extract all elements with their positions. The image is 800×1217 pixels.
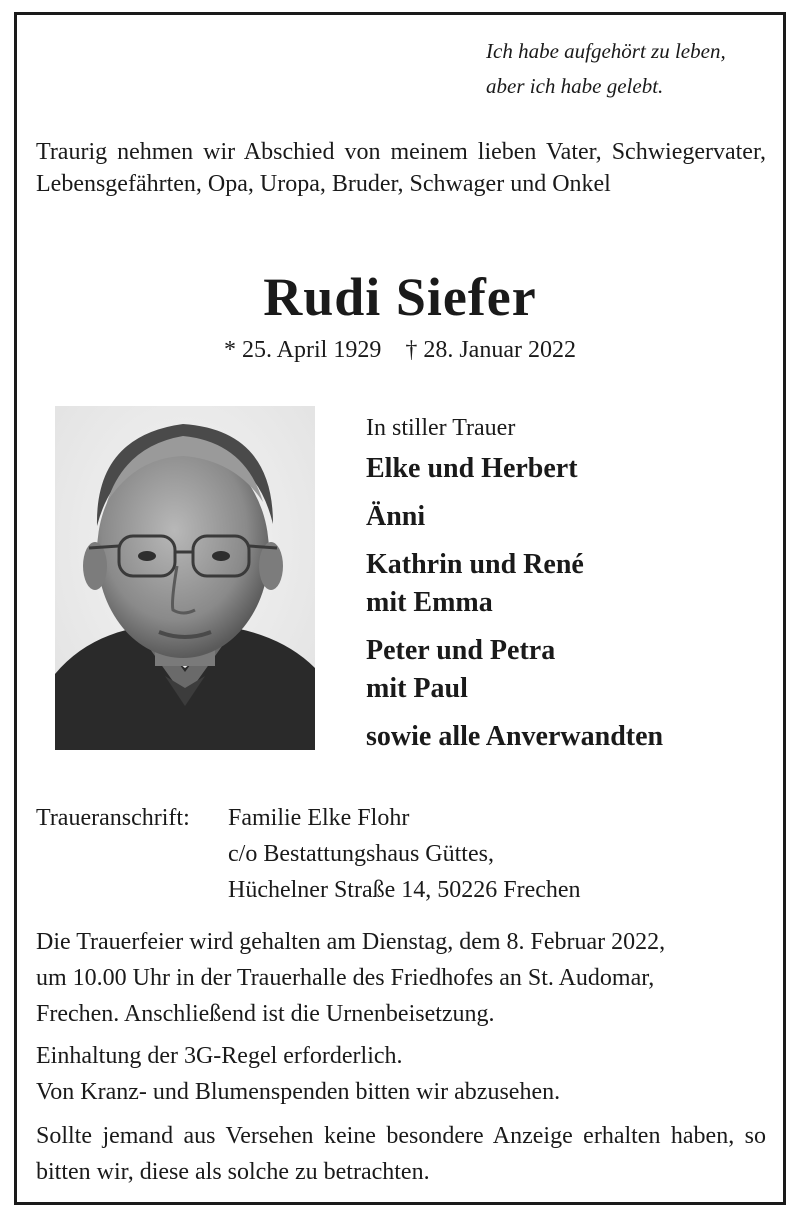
address-lines [228,800,581,908]
deceased-name: Rudi Siefer [263,267,537,327]
notes-line-2: Von Kranz- und Blumenspenden bitten wir abzusehen. [36,1079,561,1105]
address-line-1: Familie Elke Flohr [228,805,410,831]
mourner-entry: sowie alle Anverwandten [366,721,664,752]
ceremony-line-2: um 10.00 Uhr in der Trauerhalle des Friedhofes an St. Audomar, [36,965,655,991]
mourner-entry: Peter und Petra [366,635,556,666]
ceremony-info [36,924,766,1032]
motto-line-2: aber ich habe gelebt. [486,74,664,98]
address-line-2: c/o Bestattungshaus Güttes, [228,841,494,867]
birth-date: * 25. April 1929 [224,337,382,363]
intro-text: Traurig nehmen wir Abschied von meinem lieben Vater, Schwiegervater, Lebensgefährten, Opa, Uropa, Bruder, Schwager und Onkel [36,139,766,197]
life-dates [0,337,800,364]
notes [36,1038,766,1110]
ceremony-line-3: Frechen. Anschließend ist die Urnenbeisetzung. [36,1001,495,1027]
mourner-entry: Änni [366,501,426,532]
closing-text: Sollte jemand aus Versehen keine besondere Anzeige erhalten haben, so bitten wir, diese als solche zu betrachten. [36,1123,766,1185]
notes-line-1: Einhaltung der 3G-Regel erforderlich. [36,1043,403,1069]
mourners-intro: In stiller Trauer [366,415,516,441]
mourners-list [366,412,786,766]
mourner-entry: mit Emma [366,587,493,618]
portrait-photo [55,406,315,750]
motto [486,34,726,104]
mourner-entry: Elke und Herbert [366,453,578,484]
address-label: Traueranschrift: [36,805,190,831]
mourner-entry: mit Paul [366,673,468,704]
ceremony-line-1: Die Trauerfeier wird gehalten am Dienstag, dem 8. Februar 2022, [36,929,666,955]
motto-line-1: Ich habe aufgehört zu leben, [486,39,726,63]
address-line-3: Hüchelner Straße 14, 50226 Frechen [228,877,581,903]
death-date: † 28. Januar 2022 [405,337,576,363]
mourner-entry: Kathrin und René [366,549,584,580]
